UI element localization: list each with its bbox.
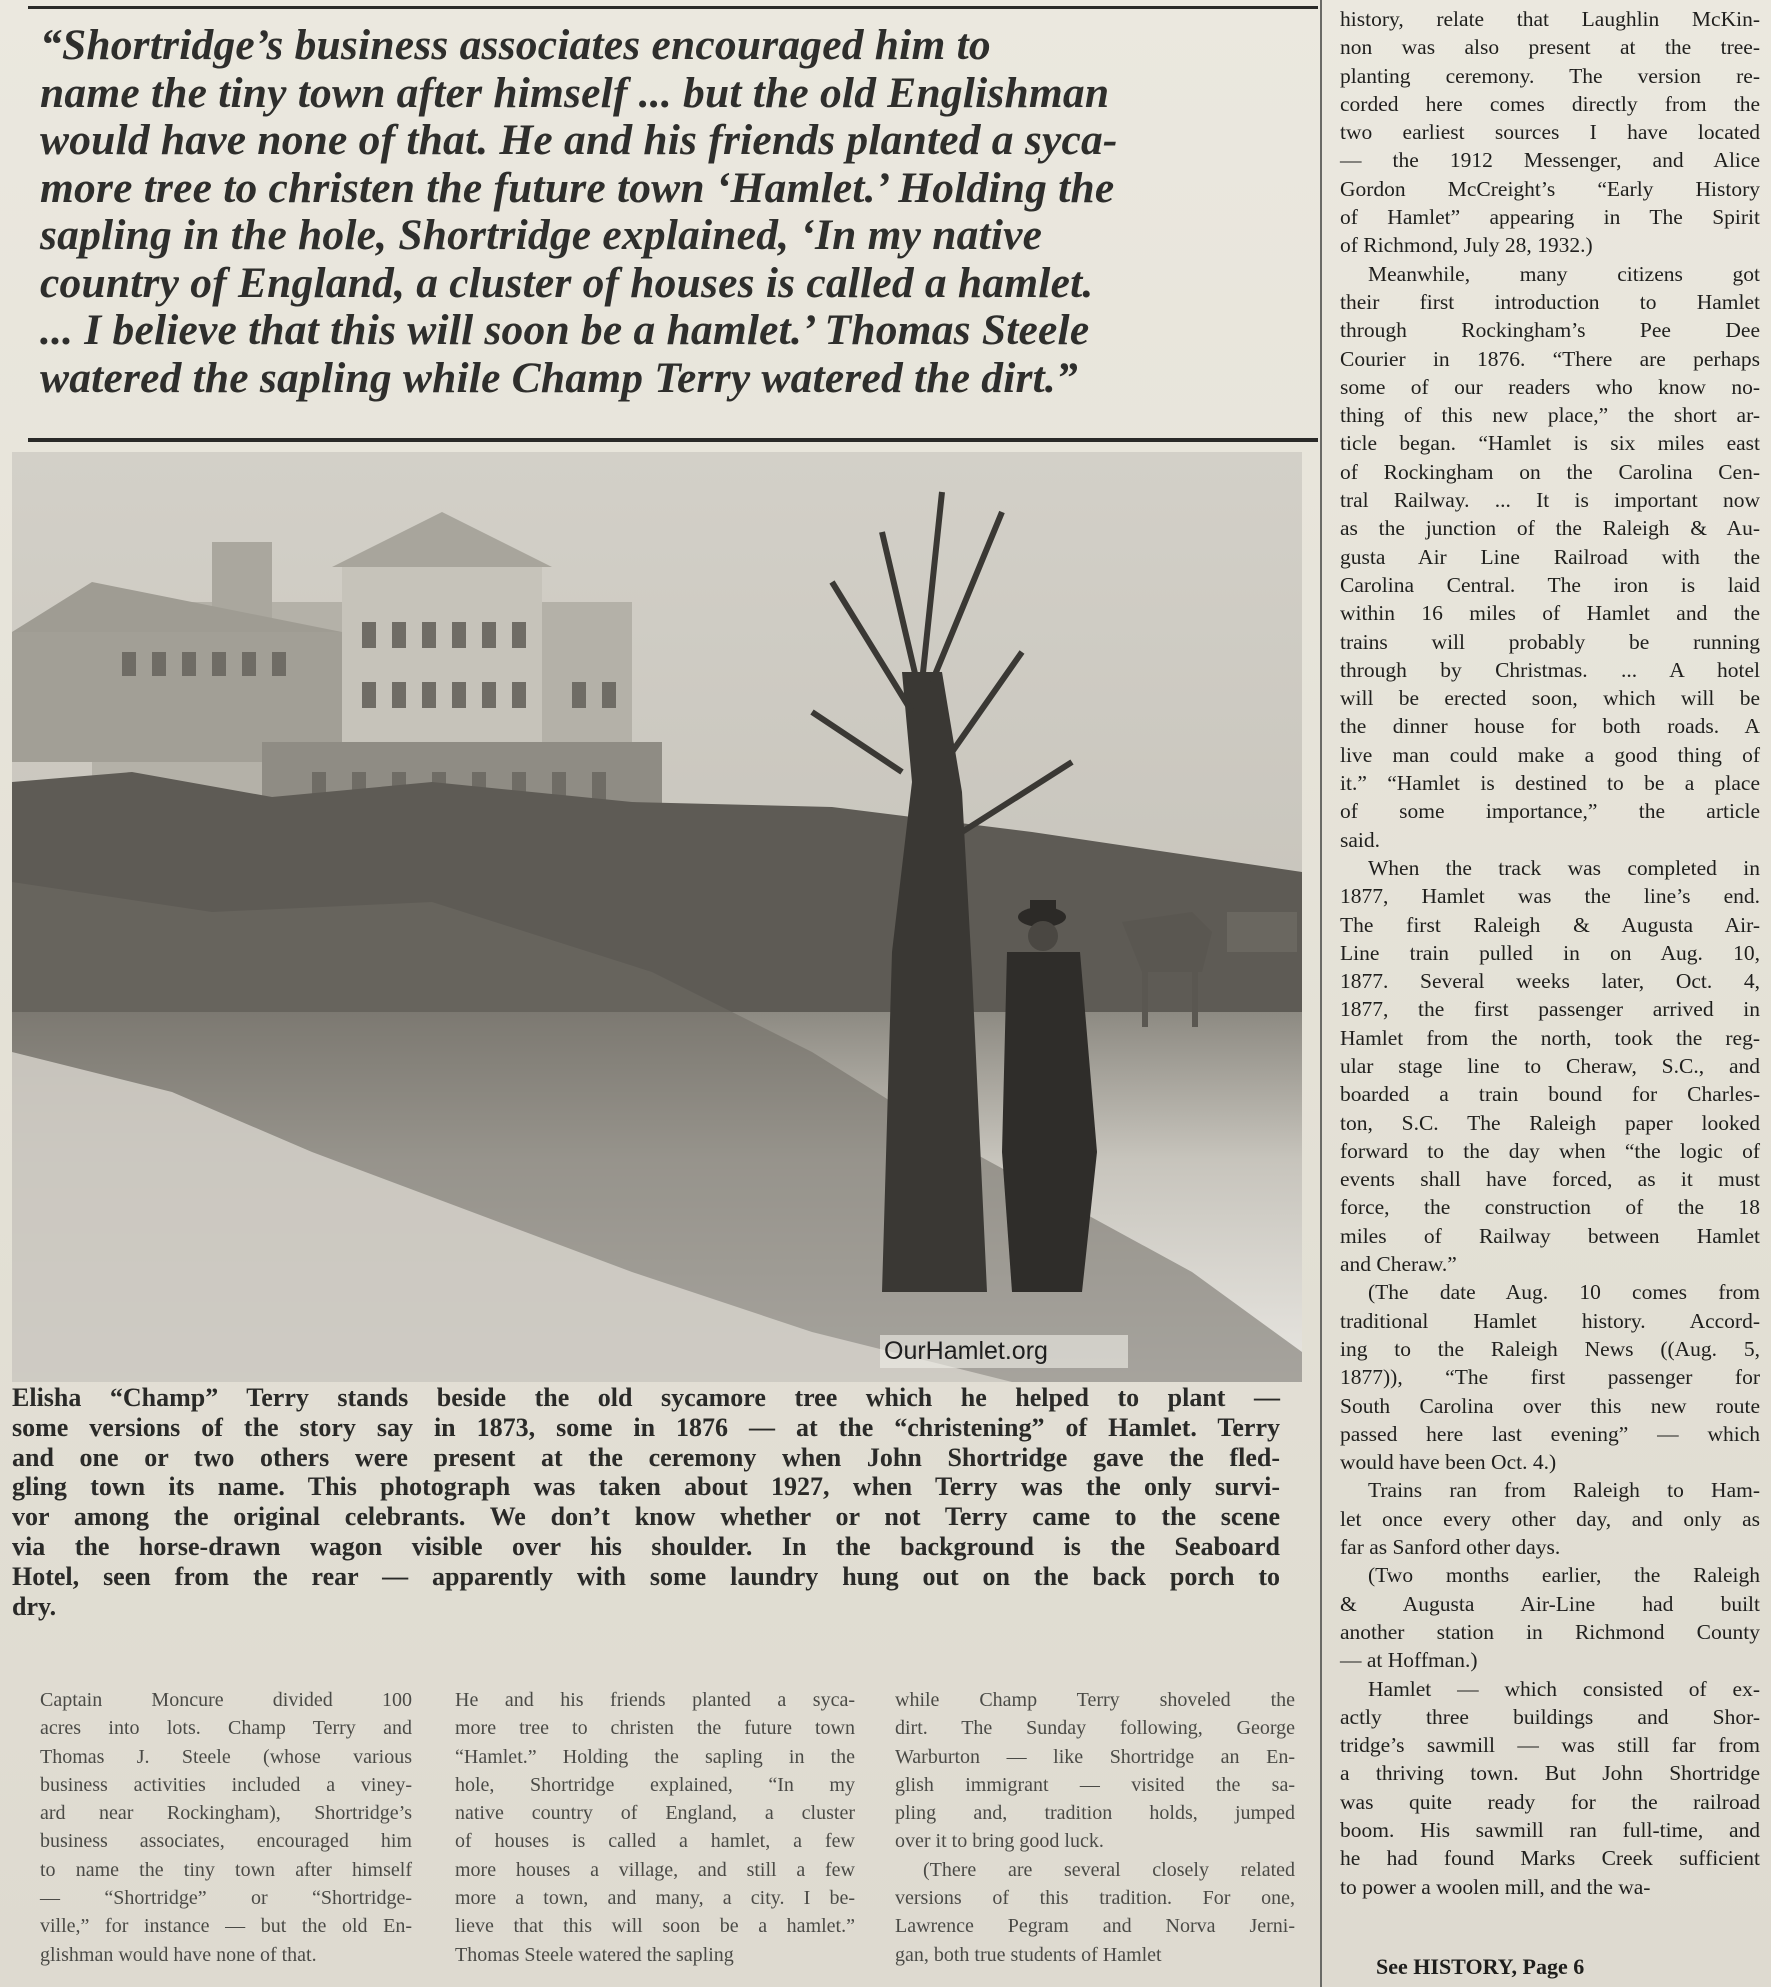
right-column-line: boarded a train bound for Charles- [1340, 1082, 1760, 1107]
column-2-line: hole, Shortridge explained, “In my [455, 1773, 855, 1796]
column-1-line: Thomas J. Steele (whose various [40, 1745, 412, 1768]
caption-line: and one or two others were present at the ceremony when John Shortridge gave the fled- [12, 1442, 1280, 1472]
right-column-line: boom. His sawmill ran full-time, and [1340, 1818, 1760, 1842]
column-3-line: over it to bring good luck. [895, 1830, 1104, 1853]
right-column-line: events shall have forced, as it must [1340, 1167, 1760, 1192]
column-2-line: more tree to christen the future town [455, 1717, 855, 1740]
column-3-line: gan, both true students of Hamlet [895, 1943, 1162, 1966]
pull-quote-line: watered the sapling while Champ Terry watered the dirt.” [40, 353, 1078, 402]
column-1-line: acres into lots. Champ Terry and [40, 1717, 412, 1740]
right-column-line: passed here last evening” — which [1340, 1421, 1760, 1446]
pull-quote-bottom-rule [28, 438, 1318, 442]
column-3-line: glish immigrant — visited the sa- [895, 1773, 1295, 1796]
right-column-line: through by Christmas. ... A hotel [1340, 657, 1760, 682]
right-column-line: (Two months earlier, the Raleigh [1368, 1563, 1760, 1588]
column-2-line: native country of England, a cluster [455, 1802, 855, 1825]
right-column-line: ton, S.C. The Raleigh paper looked [1340, 1110, 1760, 1135]
right-column-line: would have been Oct. 4.) [1340, 1450, 1557, 1475]
right-column-line: trains will probably be running [1340, 629, 1760, 654]
right-column-line: miles of Railway between Hamlet [1340, 1223, 1760, 1248]
right-column-line: Trains ran from Raleigh to Ham- [1368, 1478, 1760, 1503]
pull-quote-line: name the tiny town after himself ... but the old Englishman [40, 68, 1110, 117]
column-1-line: ville,” for instance — but the old En- [40, 1915, 412, 1938]
right-column-line: far as Sanford other days. [1340, 1535, 1561, 1560]
right-column-line: live man could make a good thing of [1340, 742, 1760, 767]
right-column-line: it.” “Hamlet is destined to be a place [1340, 771, 1760, 796]
right-column-line: within 16 miles of Hamlet and the [1340, 601, 1760, 626]
caption-line: Hotel, seen from the rear — apparently with some laundry hung out on the back porch to [12, 1561, 1280, 1591]
pull-quote-line: ... I believe that this will soon be a hamlet.’ Thomas Steele [40, 306, 1090, 354]
column-1-line: business associates, encouraged him [40, 1830, 412, 1853]
column-3-line: pling and, tradition holds, jumped [895, 1802, 1295, 1825]
right-column-line: was quite ready for the railroad [1340, 1789, 1760, 1814]
right-column-line: force, the construction of the 18 [1340, 1195, 1760, 1220]
right-column-line: another station in Richmond County [1340, 1619, 1760, 1644]
right-column-line: — at Hoffman.) [1340, 1648, 1478, 1673]
right-column-line: of some importance,” the article [1340, 799, 1760, 824]
caption-line: vor among the original celebrants. We don’t know whether or not Terry came to the scene [12, 1502, 1280, 1532]
pull-quote-line: sapling in the hole, Shortridge explained, ‘In my native [40, 211, 1043, 259]
right-column-line: Carolina Central. The iron is laid [1340, 572, 1760, 597]
column-1-line: to name the tiny town after himself [40, 1858, 412, 1881]
pull-quote-line: more tree to christen the future town ‘Hamlet.’ Holding the [40, 163, 1115, 212]
right-column-line: Meanwhile, many citizens got [1368, 261, 1760, 286]
right-column-line: their first introduction to Hamlet [1340, 289, 1760, 314]
right-column-line: through Rockingham’s Pee Dee [1340, 318, 1760, 343]
right-column-line: 1877. Several weeks later, Oct. 4, [1340, 969, 1760, 994]
historical-photograph [12, 452, 1302, 1382]
right-column-line: of Rockingham on the Carolina Cen- [1340, 459, 1760, 484]
right-column-line: (The date Aug. 10 comes from [1368, 1280, 1760, 1305]
continuation-line: See HISTORY, Page 6 [1376, 1954, 1585, 1979]
photograph-drawing [12, 452, 1302, 1382]
right-column-line: gusta Air Line Railroad with the [1340, 544, 1760, 569]
body-column-3 [895, 1686, 1295, 1969]
right-column-line: — the 1912 Messenger, and Alice [1340, 148, 1760, 173]
right-body-column [1340, 5, 1760, 1901]
right-column-line: Hamlet from the north, took the reg- [1340, 1025, 1760, 1050]
column-2-line: He and his friends planted a syca- [455, 1689, 855, 1711]
right-column-line: two earliest sources I have located [1340, 120, 1760, 145]
column-1-line: — “Shortridge” or “Shortridge- [40, 1887, 412, 1910]
column-2-line: lieve that this will soon be a hamlet.” [455, 1915, 855, 1938]
body-column-1 [40, 1686, 412, 1969]
right-column-line: ular stage line to Cheraw, S.C., and [1340, 1053, 1760, 1078]
photo-caption [12, 1383, 1280, 1621]
right-column-line: and Cheraw.” [1340, 1252, 1457, 1277]
right-column-line: history, relate that Laughlin McKin- [1340, 7, 1760, 31]
right-column-line: said. [1340, 827, 1381, 852]
right-column-line: to power a woolen mill, and the wa- [1340, 1874, 1651, 1899]
caption-line: gling town its name. This photograph was taken about 1927, when Terry was the only survi- [12, 1472, 1280, 1502]
column-2-line: of houses is called a hamlet, a few [455, 1830, 855, 1853]
column-2-line: Thomas Steele watered the sapling [455, 1943, 734, 1966]
right-column-line: as the junction of the Raleigh & Au- [1340, 516, 1760, 541]
right-column-line: Gordon McCreight’s “Early History [1340, 176, 1760, 201]
right-column-line: a thriving town. But John Shortridge [1340, 1761, 1760, 1786]
caption-line: some versions of the story say in 1873, some in 1876 — at the “christening” of Hamlet. Terry [12, 1412, 1280, 1442]
right-column-line: he had found Marks Creek sufficient [1340, 1846, 1760, 1871]
right-column-line: actly three buildings and Shor- [1340, 1704, 1760, 1729]
column-1-line: glishman would have none of that. [40, 1943, 317, 1966]
right-column-line: Line train pulled in on Aug. 10, [1340, 940, 1760, 965]
right-column-line: of Hamlet” appearing in The Spirit [1340, 205, 1760, 230]
pull-quote-line: country of England, a cluster of houses is called a hamlet. [40, 258, 1094, 307]
right-column-line: corded here comes directly from the [1340, 91, 1760, 116]
column-3-line: while Champ Terry shoveled the [895, 1689, 1295, 1711]
right-column-line: of Richmond, July 28, 1932.) [1340, 233, 1593, 258]
right-column-line: When the track was completed in [1368, 855, 1760, 880]
column-3-line: Warburton — like Shortridge an En- [895, 1745, 1295, 1768]
right-column-line: will be erected soon, which will be [1340, 686, 1760, 711]
pull-quote-line: “Shortridge’s business associates encouraged him to [40, 21, 991, 69]
column-2-line: more houses a village, and still a few [455, 1858, 855, 1881]
right-column-line: 1877)), “The first passenger for [1340, 1365, 1760, 1390]
caption-line: Elisha “Champ” Terry stands beside the old sycamore tree which he helped to plant — [12, 1383, 1280, 1412]
right-column-line: ing to the Raleigh News ((Aug. 5, [1340, 1336, 1760, 1361]
pull-quote [40, 22, 1310, 430]
right-column-line: let once every other day, and only as [1340, 1506, 1760, 1531]
column-1-line: business activities included a viney- [40, 1773, 412, 1796]
pull-quote-line: would have none of that. He and his friends planted a syca- [40, 116, 1118, 164]
column-3-line: Lawrence Pegram and Norva Jerni- [895, 1915, 1295, 1938]
column-1-line: ard near Rockingham), Shortridge’s [40, 1802, 412, 1825]
right-column-line: Hamlet — which consisted of ex- [1368, 1676, 1760, 1701]
right-column-line: The first Raleigh & Augusta Air- [1340, 912, 1760, 937]
right-column-line: the dinner house for both roads. A [1340, 714, 1760, 739]
right-column-line: tridge’s sawmill — was still far from [1340, 1733, 1760, 1758]
column-3-line: dirt. The Sunday following, George [895, 1717, 1295, 1740]
column-2-line: more a town, and many, a city. I be- [455, 1887, 855, 1910]
body-column-2 [455, 1686, 855, 1969]
right-column-line: & Augusta Air-Line had built [1340, 1591, 1760, 1616]
right-column-line: Courier in 1876. “There are perhaps [1340, 346, 1760, 371]
right-column-line: ticle began. “Hamlet is six miles east [1340, 431, 1760, 456]
column-2-line: “Hamlet.” Holding the sapling in the [455, 1745, 855, 1768]
right-column-line: non was also present at the tree- [1340, 35, 1760, 60]
caption-line: dry. [12, 1591, 57, 1621]
watermark-text: OurHamlet.org [880, 1335, 1128, 1368]
right-column-line: 1877, Hamlet was the line’s end. [1340, 884, 1760, 909]
column-divider [1320, 0, 1322, 1987]
column-1-line: Captain Moncure divided 100 [40, 1689, 412, 1711]
right-column-line: thing of this new place,” the short ar- [1340, 403, 1760, 428]
right-column-line: some of our readers who know no- [1340, 374, 1760, 399]
right-column-line: forward to the day when “the logic of [1340, 1138, 1760, 1163]
caption-line: via the horse-drawn wagon visible over his shoulder. In the background is the Seaboard [12, 1531, 1280, 1561]
right-column-line: 1877, the first passenger arrived in [1340, 997, 1760, 1022]
top-rule [28, 6, 1318, 9]
column-3-line: (There are several closely related [923, 1858, 1295, 1881]
right-column-line: South Carolina over this new route [1340, 1393, 1760, 1418]
right-column-line: traditional Hamlet history. Accord- [1340, 1308, 1760, 1333]
right-column-line: tral Railway. ... It is important now [1340, 488, 1760, 513]
right-column-line: planting ceremony. The version re- [1340, 63, 1760, 88]
column-3-line: versions of this tradition. For one, [895, 1887, 1295, 1910]
